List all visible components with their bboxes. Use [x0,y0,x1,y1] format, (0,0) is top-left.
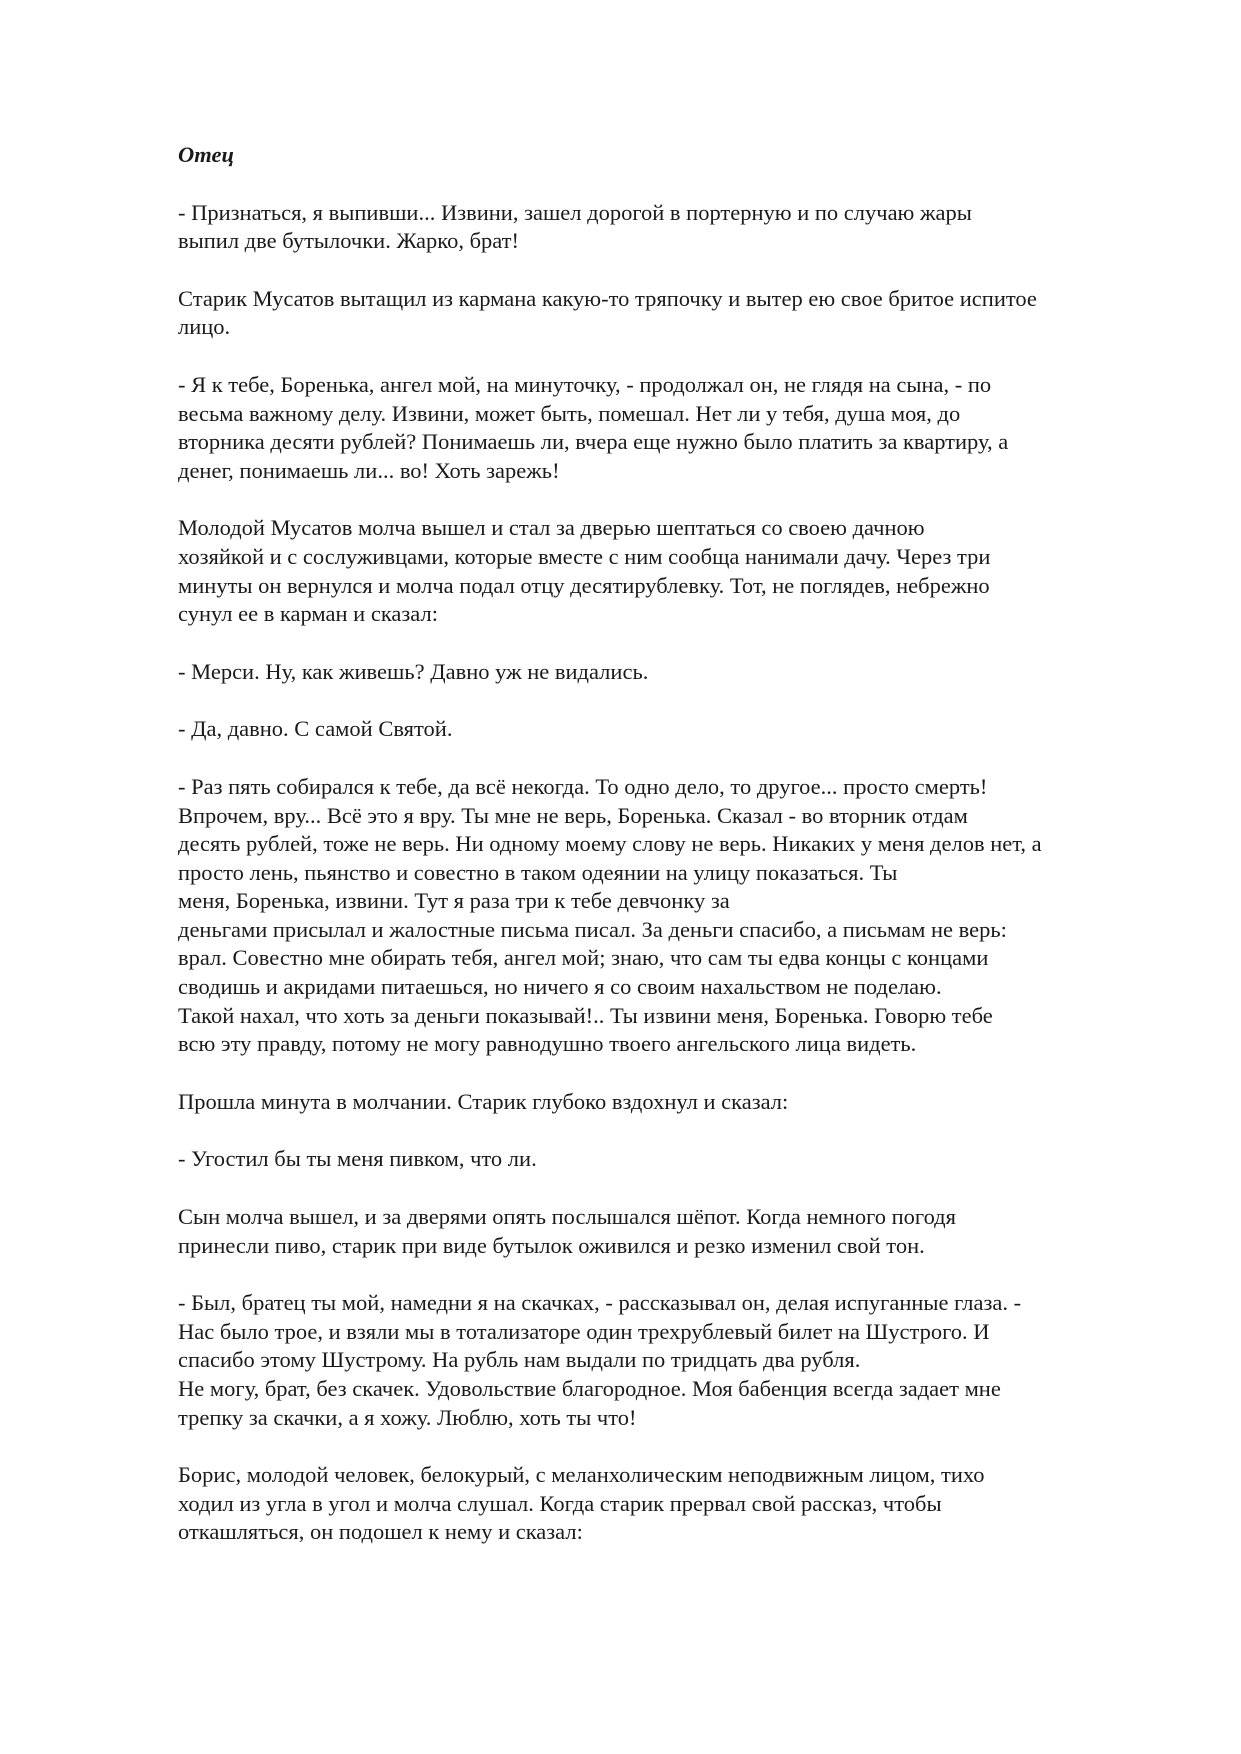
paragraph-2: Старик Мусатов вытащил из кармана какую-то тряпочку и вытер ею свое бритое испитое лицо. [178,285,1037,340]
paragraph-4: Молодой Мусатов молча вышел и стал за дверью шептаться со своею дачною хозяйкой и с сослуживцами, которые вместе с ним сообща нанимали дачу. Через три минуты он вернулся и молча подал отцу десятирублевку. Тот, не поглядев, небрежно сунул ее в карман и сказал: [178,515,991,627]
document-title: Отец [178,142,234,167]
paragraph-1: - Признаться, я выпивши... Извини, зашел дорогой в портерную и по случаю жары выпил две бутылочки. Жарко, брат! [178,199,972,254]
paragraph-10: Сын молча вышел, и за дверями опять послышался шёпот. Когда немного погодя принесли пиво, старик при виде бутылок оживился и резко изменил свой тон. [178,1204,956,1258]
paragraph-7: - Раз пять собирался к тебе, да всё некогда. То одно дело, то другое... просто смерть! Впрочем, вру... Всё это я вру. Ты мне не верь, Боренька. Сказал - во вторник отдам десять рублей, тоже не верь. Ни одному моему слову не верь. Никаких у меня делов нет, а просто лень, пьянство и совестно в таком одеянии на улицу показаться. Ты меня, Боренька, извини. Тут я раза три к тебе девчонку за деньгами присылал и жалостные письма писал. За деньги спасибо, а письмам не верь: врал. Совестно мне обирать тебя, ангел мой; знаю, что сам ты едва концы с концами сводишь и акридами питаешься, но ничего я со своим нахальством не поделаю. Такой нахал, что хоть за деньги показывай!.. Ты извини меня, Боренька. Говорю тебе всю эту правду, потому не могу равнодушно твоего ангельского лица видеть. [178,773,1042,1057]
paragraph-11: - Был, братец ты мой, намедни я на скачках, - рассказывал он, делая испуганные глаза. - Нас было трое, и взяли мы в тотализаторе один трехрублевый билет на Шустрого. И спасибо этому Шустрому. На рубль нам выдали по тридцать два рубля. Не могу, брат, без скачек. Удовольствие благородное. Моя бабенция всегда задает мне трепку за скачки, а я хожу. Люблю, хоть ты что! [178,1290,1022,1430]
document-body [178,141,1178,1576]
paragraph-5: - Мерси. Ну, как живешь? Давно уж не видались. [178,658,649,684]
paragraph-9: - Угостил бы ты меня пивком, что ли. [178,1146,537,1172]
paragraph-12: Борис, молодой человек, белокурый, с меланхолическим неподвижным лицом, тихо ходил из угла в угол и молча слушал. Когда старик прервал свой рассказ, чтобы откашляться, он подошел к нему и сказал: [178,1462,985,1545]
paragraph-8: Прошла минута в молчании. Старик глубоко вздохнул и сказал: [178,1088,789,1114]
paragraph-6: - Да, давно. С самой Святой. [178,716,453,742]
paragraph-3: - Я к тебе, Боренька, ангел мой, на минуточку, - продолжал он, не глядя на сына, - по весьма важному делу. Извини, может быть, помешал. Нет ли у тебя, душа моя, до вторника десяти рублей? Понимаешь ли, вчера еще нужно было платить за квартиру, а денег, понимаешь ли... во! Хоть зарежь! [178,371,1009,483]
